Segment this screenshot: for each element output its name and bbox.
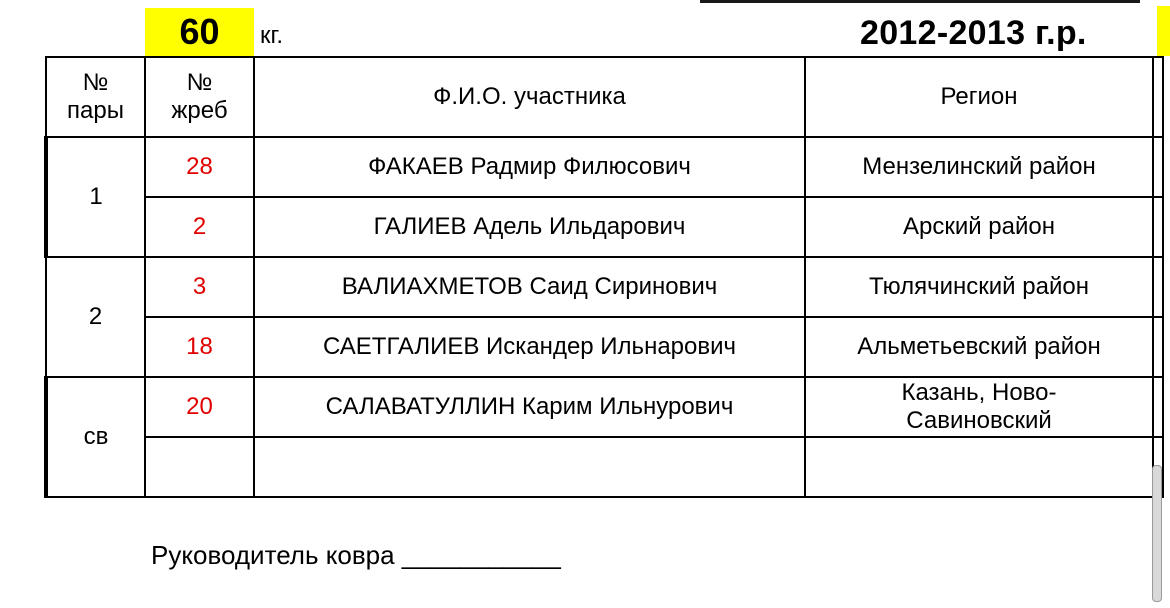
header-region: Регион [805,57,1153,137]
table-row [46,257,1163,317]
pair-number-1: 1 [46,137,145,257]
draw-number: 18 [145,317,254,377]
highlight-strip [1157,6,1170,56]
participant-region [805,377,1153,437]
participant-name: САЛАВАТУЛЛИН Карим Ильнурович [254,377,805,437]
draw-number [145,437,254,497]
participant-region: Арский район [805,197,1153,257]
region-line-1: Казань, Ново- [901,379,1057,407]
participant-name: САЕТГАЛИЕВ Искандер Ильнарович [254,317,805,377]
weight-category: 60 [145,8,254,56]
row-edge-cell [1153,257,1163,317]
header-pair-number [46,57,145,137]
pair-number-2: 2 [46,257,145,377]
region-line-2: Савиновский [906,407,1052,434]
weight-unit: кг. [260,22,283,49]
participant-name: ВАЛИАХМЕТОВ Саид Сиринович [254,257,805,317]
participant-name: ГАЛИЕВ Адель Ильдарович [254,197,805,257]
participant-name: ФАКАЕВ Радмир Филюсович [254,137,805,197]
header-edge-cell [1153,57,1163,137]
table-row [46,197,1163,257]
mat-supervisor-signature: Руководитель ковра ___________ [151,540,561,570]
row-edge-cell [1153,317,1163,377]
participant-region [805,437,1153,497]
header-draw-symbol: № [186,69,213,97]
header-draw-text: жреб [171,97,228,124]
participant-region: Тюлячинский район [805,257,1153,317]
table-row [46,437,1163,497]
table-row [46,137,1163,197]
cropped-header-line [700,0,1140,9]
draw-number: 3 [145,257,254,317]
pair-free: св [46,377,145,497]
draw-number: 20 [145,377,254,437]
vertical-scrollbar[interactable] [1152,465,1162,602]
row-edge-cell [1153,197,1163,257]
birth-years: 2012-2013 г.р. [860,14,1087,52]
participant-region: Мензелинский район [805,137,1153,197]
table-row [46,377,1163,437]
participant-name [254,437,805,497]
row-edge-cell [1153,137,1163,197]
table-row [46,317,1163,377]
pairs-table [44,56,1164,498]
draw-number: 2 [145,197,254,257]
participant-region: Альметьевский район [805,317,1153,377]
table-header-row [46,57,1163,137]
header-pair-text: пары [67,97,124,124]
draw-number: 28 [145,137,254,197]
header-participant-name: Ф.И.О. участника [254,57,805,137]
header-pair-symbol: № [82,69,109,97]
header-draw-number [145,57,254,137]
row-edge-cell [1153,377,1163,437]
